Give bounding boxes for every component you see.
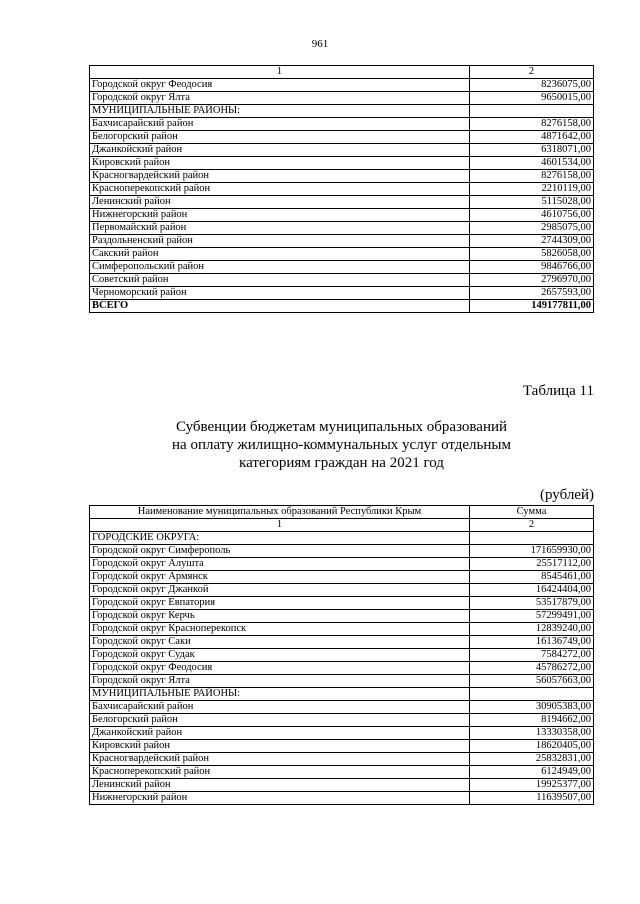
row-name: Джанкойский район <box>90 144 470 157</box>
table-row <box>90 545 594 558</box>
row-name: Белогорский район <box>90 131 470 144</box>
row-name: Городской округ Джанкой <box>90 584 470 597</box>
row-name: Городской округ Керчь <box>90 610 470 623</box>
row-name: Нижнегорский район <box>90 792 470 805</box>
row-value: 4610756,00 <box>470 209 594 222</box>
row-value: 171659930,00 <box>470 545 594 558</box>
row-name: Красноперекопский район <box>90 766 470 779</box>
row-value: 8545461,00 <box>470 571 594 584</box>
column-number-row <box>90 519 594 532</box>
table-caption: Таблица 11 <box>522 383 594 399</box>
row-name: МУНИЦИПАЛЬНЫЕ РАЙОНЫ: <box>90 688 470 701</box>
table-row <box>90 714 594 727</box>
row-name: Ленинский район <box>90 779 470 792</box>
row-value: 2985075,00 <box>470 222 594 235</box>
row-value: 25517112,00 <box>470 558 594 571</box>
bottom-table <box>89 505 594 805</box>
table-row <box>90 170 594 183</box>
title-line: на оплату жилищно-коммунальных услуг отдельным <box>172 437 511 453</box>
row-name: Городской округ Ялта <box>90 675 470 688</box>
column-number-2: 2 <box>470 519 594 532</box>
table-row <box>90 740 594 753</box>
row-name: Красноперекопский район <box>90 183 470 196</box>
row-name: Городской округ Евпатория <box>90 597 470 610</box>
row-value: 56057663,00 <box>470 675 594 688</box>
row-value: 53517879,00 <box>470 597 594 610</box>
row-name: ВСЕГО <box>90 300 470 313</box>
row-name: Городской округ Армянск <box>90 571 470 584</box>
row-name: Городской округ Саки <box>90 636 470 649</box>
page-number: 961 <box>311 38 329 50</box>
column-number-row <box>90 66 594 79</box>
row-value: 7584272,00 <box>470 649 594 662</box>
row-value: 8236075,00 <box>470 79 594 92</box>
table-row <box>90 701 594 714</box>
table-row <box>90 79 594 92</box>
table-row <box>90 144 594 157</box>
row-value: 2210119,00 <box>470 183 594 196</box>
row-name: Городской округ Судак <box>90 649 470 662</box>
header-row <box>90 506 594 519</box>
row-value: 4871642,00 <box>470 131 594 144</box>
row-value: 2744309,00 <box>470 235 594 248</box>
row-value: 30905383,00 <box>470 701 594 714</box>
row-name: Сакский район <box>90 248 470 261</box>
row-name: Красногвардейский район <box>90 170 470 183</box>
table-row <box>90 675 594 688</box>
row-name: Ленинский район <box>90 196 470 209</box>
table-row <box>90 287 594 300</box>
row-name: Городской округ Красноперекопск <box>90 623 470 636</box>
row-value: 9650015,00 <box>470 92 594 105</box>
row-value: 19925377,00 <box>470 779 594 792</box>
table-row <box>90 779 594 792</box>
row-name: Бахчисарайский район <box>90 118 470 131</box>
table-row <box>90 157 594 170</box>
row-value: 8276158,00 <box>470 118 594 131</box>
title-line: категориям граждан на 2021 год <box>239 455 444 471</box>
table-row <box>90 118 594 131</box>
row-value: 5115028,00 <box>470 196 594 209</box>
header-name: Наименование муниципальных образований Республики Крым <box>90 506 470 519</box>
row-value: 2796970,00 <box>470 274 594 287</box>
table-row <box>90 235 594 248</box>
table-row <box>90 623 594 636</box>
table-row <box>90 636 594 649</box>
row-value: 18620405,00 <box>470 740 594 753</box>
title-line: Субвенции бюджетам муниципальных образований <box>175 419 508 435</box>
row-name: Симферопольский район <box>90 261 470 274</box>
row-value: 8276158,00 <box>470 170 594 183</box>
table-row <box>90 662 594 675</box>
table-row <box>90 597 594 610</box>
header-sum: Сумма <box>470 506 594 519</box>
table-row <box>90 792 594 805</box>
row-name: Бахчисарайский район <box>90 701 470 714</box>
row-value: 4601534,00 <box>470 157 594 170</box>
units-label: (рублей) <box>539 487 594 503</box>
table-row <box>90 727 594 740</box>
row-name: Нижнегорский район <box>90 209 470 222</box>
row-name: Кировский район <box>90 157 470 170</box>
row-value: 2657593,00 <box>470 287 594 300</box>
row-value <box>470 532 594 545</box>
row-value: 13330358,00 <box>470 727 594 740</box>
column-number-2: 2 <box>470 66 594 79</box>
table-row <box>90 558 594 571</box>
table-row <box>90 688 594 701</box>
row-name: Городской округ Алушта <box>90 558 470 571</box>
row-value: 12839240,00 <box>470 623 594 636</box>
row-value: 149177811,00 <box>470 300 594 313</box>
row-name: Городской округ Феодосия <box>90 79 470 92</box>
column-number-1: 1 <box>90 66 470 79</box>
row-value: 5826058,00 <box>470 248 594 261</box>
row-name: Городской округ Ялта <box>90 92 470 105</box>
column-number-1: 1 <box>90 519 470 532</box>
row-name: Первомайский район <box>90 222 470 235</box>
row-name: Кировский район <box>90 740 470 753</box>
row-value: 45786272,00 <box>470 662 594 675</box>
row-value: 57299491,00 <box>470 610 594 623</box>
table-row <box>90 209 594 222</box>
table-row <box>90 584 594 597</box>
table-row <box>90 196 594 209</box>
table-row <box>90 131 594 144</box>
row-name: МУНИЦИПАЛЬНЫЕ РАЙОНЫ: <box>90 105 470 118</box>
table-row <box>90 105 594 118</box>
table-row <box>90 248 594 261</box>
table-row <box>90 610 594 623</box>
row-value: 16424404,00 <box>470 584 594 597</box>
row-value: 8194662,00 <box>470 714 594 727</box>
table-row <box>90 532 594 545</box>
table-title <box>89 418 594 472</box>
table-row <box>90 300 594 313</box>
row-name: Красногвардейский район <box>90 753 470 766</box>
row-value: 16136749,00 <box>470 636 594 649</box>
row-name: ГОРОДСКИЕ ОКРУГА: <box>90 532 470 545</box>
table-row <box>90 766 594 779</box>
table-row <box>90 571 594 584</box>
row-name: Городской округ Феодосия <box>90 662 470 675</box>
table-row <box>90 183 594 196</box>
row-name: Джанкойский район <box>90 727 470 740</box>
row-value: 9846766,00 <box>470 261 594 274</box>
row-name: Городской округ Симферополь <box>90 545 470 558</box>
table-row <box>90 274 594 287</box>
row-value: 25832831,00 <box>470 753 594 766</box>
row-name: Советский район <box>90 274 470 287</box>
table-row <box>90 92 594 105</box>
row-value: 6124949,00 <box>470 766 594 779</box>
table-row <box>90 649 594 662</box>
top-table <box>89 65 594 313</box>
table-row <box>90 222 594 235</box>
table-row <box>90 261 594 274</box>
row-name: Белогорский район <box>90 714 470 727</box>
row-value <box>470 105 594 118</box>
table-row <box>90 753 594 766</box>
row-value: 6318071,00 <box>470 144 594 157</box>
row-name: Раздольненский район <box>90 235 470 248</box>
row-value <box>470 688 594 701</box>
row-value: 11639507,00 <box>470 792 594 805</box>
row-name: Черноморский район <box>90 287 470 300</box>
